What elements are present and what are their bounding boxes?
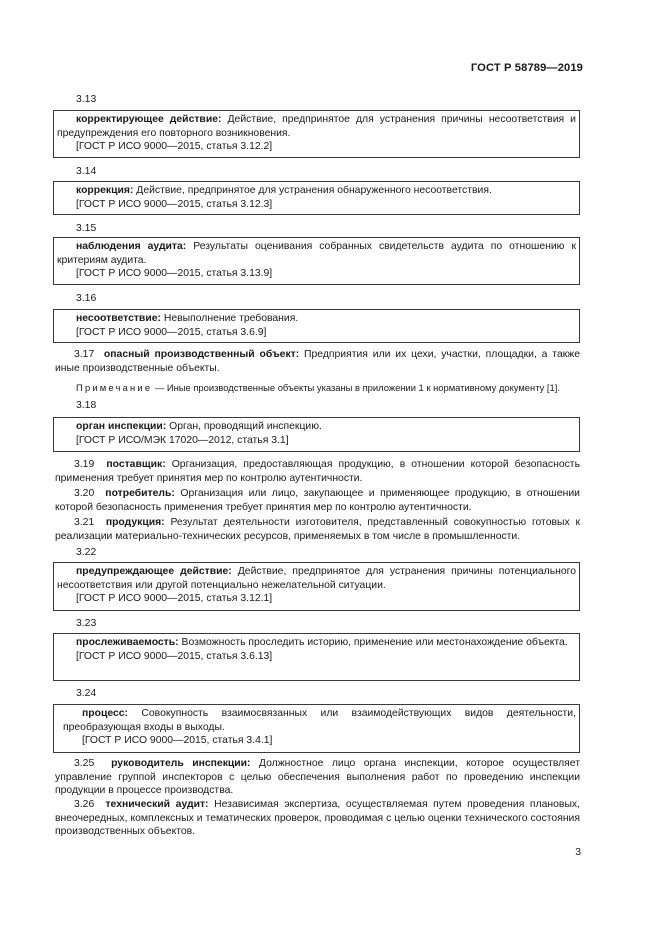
definition-text <box>57 113 576 140</box>
definition: Предприятия или их цехи, участки, площадки, а также иные производственные объекты. <box>55 349 580 374</box>
definition: Организация, предоставляющая продукцию, в отношении которой безопасность применения требует принятия мер по контролю аутентичности. <box>55 459 580 484</box>
definition: Организация или лицо, закупающее и применяющее продукцию, в отношении которой безопасность применения требует принятия мер по контролю аутентичности. <box>55 488 580 513</box>
definition: Результат деятельности изготовителя, представленный совокупностью готовых к реализации материально-технических ресурсов, применяемых в том числе в промышленности. <box>55 517 580 542</box>
term: потребитель: <box>105 488 175 499</box>
source-reference: [ГОСТ Р ИСО 9000—2015, статья 3.12.3] <box>76 198 273 210</box>
definition-box <box>53 110 580 158</box>
definition: Действие, предпринятое для устранения причины несоответствия и предупреждения его повторного возникновения. <box>57 114 576 139</box>
clause-number: 3.17 <box>74 349 95 360</box>
term: руководитель инспекции: <box>111 758 251 769</box>
definition-paragraph <box>55 458 580 485</box>
clause-number: 3.15 <box>76 223 97 234</box>
clause-number: 3.13 <box>76 94 97 105</box>
source-reference: [ГОСТ Р ИСО 9000—2015, статья 3.12.1] <box>76 593 273 604</box>
clause-number: 3.21 <box>74 517 95 528</box>
term: несоответствие: <box>76 313 161 324</box>
source-reference: [ГОСТ Р ИСО 9000—2015, статья 3.12.2] <box>76 141 273 152</box>
term: технический аудит: <box>105 799 209 810</box>
definition-paragraph <box>55 487 580 514</box>
source-reference: [ГОСТ Р ИСО 9000—2015, статья 3.6.13] <box>76 650 273 662</box>
note-label: Примечание <box>76 382 153 393</box>
definition: Независимая экспертиза, осуществляемая путем проведения плановых, внеочередных, комплексных и тематических проверок, проводимая с целью оценки технического состояния производственных объектов. <box>55 799 580 837</box>
clause-number: 3.19 <box>74 459 95 470</box>
definition-text <box>57 420 576 434</box>
definition: Действие, предпринятое для устранения обнаруженного несоответствия. <box>133 185 492 196</box>
definition: Должностное лицо органа инспекции, которое осуществляет управление группой инспекторов с целью обеспечения выполнения работ по проведению инспекции продукции в процессе производства. <box>55 758 580 796</box>
definition-box <box>53 704 580 753</box>
source-reference: [ГОСТ Р ИСО/МЭК 17020—2012, статья 3.1] <box>76 434 289 446</box>
note <box>76 381 586 395</box>
clause-number: 3.16 <box>76 293 97 304</box>
term: орган инспекции: <box>76 421 167 432</box>
term: поставщик: <box>106 459 166 470</box>
definition-text <box>57 565 576 592</box>
definition-text <box>63 707 576 734</box>
definition: Невыполнение требования. <box>160 313 299 324</box>
source-reference: [ГОСТ Р ИСО 9000—2015, статья 3.6.9] <box>76 326 267 338</box>
term: опасный производственный объект: <box>103 349 300 360</box>
term: предупреждающее действие: <box>76 566 232 577</box>
definition: Орган, проводящий инспекцию. <box>166 421 322 432</box>
definition-box <box>53 309 580 343</box>
clause-number: 3.14 <box>76 166 97 177</box>
definition-box <box>53 181 580 215</box>
term: процесс: <box>82 708 129 719</box>
definition-text <box>57 636 576 650</box>
document-header: ГОСТ Р 58789—2019 <box>470 62 583 74</box>
definition-text <box>57 184 576 198</box>
definition: Возможность проследить историю, применение или местонахождение объекта. <box>178 637 568 648</box>
clause-number: 3.24 <box>76 688 97 699</box>
clause-number: 3.23 <box>76 618 97 629</box>
page-number: 3 <box>575 847 581 858</box>
definition-paragraph <box>55 516 580 543</box>
definition-box <box>53 562 580 611</box>
definition-text <box>57 240 576 267</box>
note-text: — Иные производственные объекты указаны в приложении 1 к нормативному документу [1]. <box>152 382 560 393</box>
definition: Совокупность взаимосвязанных или взаимодействующих видов деятельности, преобразующая входы в выходы. <box>63 708 576 733</box>
definition-box <box>53 633 580 681</box>
definition: Результаты оценивания собранных свидетельств аудита по отношению к критериям аудита. <box>57 241 576 266</box>
definition-text <box>57 312 576 326</box>
term: продукция: <box>105 517 165 528</box>
definition: Действие, предпринятое для устранения причины потенциального несоответствия или другой потенциально нежелательной ситуации. <box>57 566 577 591</box>
source-reference: [ГОСТ Р ИСО 9000—2015, статья 3.13.9] <box>76 268 273 279</box>
term: коррекция: <box>76 185 134 196</box>
definition-paragraph <box>55 798 580 839</box>
clause-number: 3.20 <box>74 488 95 499</box>
definition-box <box>53 417 580 452</box>
definition-box <box>53 237 580 285</box>
term: наблюдения аудита: <box>76 241 187 252</box>
term: корректирующее действие: <box>76 114 222 125</box>
clause-number: 3.18 <box>76 400 97 411</box>
definition-paragraph <box>55 348 580 375</box>
clause-number: 3.25 <box>74 758 95 769</box>
definition-paragraph <box>55 757 580 798</box>
term: прослеживаемость: <box>76 637 179 648</box>
clause-number: 3.22 <box>76 547 97 558</box>
clause-number: 3.26 <box>74 799 95 810</box>
source-reference: [ГОСТ Р ИСО 9000—2015, статья 3.4.1] <box>82 735 273 746</box>
